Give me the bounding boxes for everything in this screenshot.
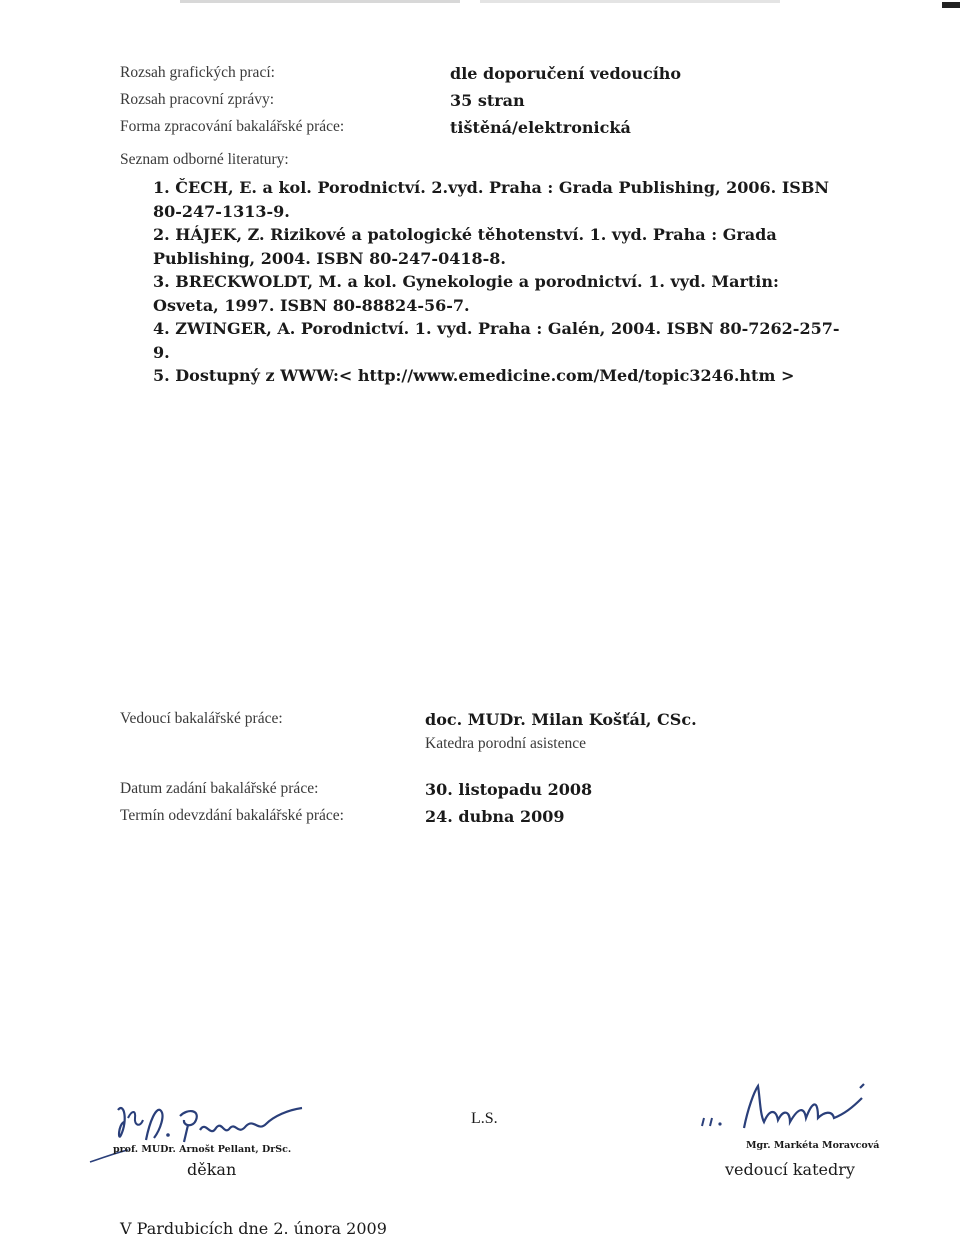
graphic-work-value: dle doporučení vedoucího bbox=[450, 64, 682, 83]
dean-role: děkan bbox=[187, 1160, 237, 1179]
reference-item: 4. ZWINGER, A. Porodnictví. 1. vyd. Praha : Galén, 2004. ISBN 80-7262-257-9. bbox=[153, 319, 840, 362]
due-date-value: 24. dubna 2009 bbox=[425, 807, 565, 826]
reference-item: 5. Dostupný z WWW:< http://www.emedicine.com/Med/topic3246.htm > bbox=[153, 366, 795, 385]
reference-item: 1. ČECH, E. a kol. Porodnictví. 2.vyd. Praha : Grada Publishing, 2006. ISBN 80-247-1313-9. bbox=[153, 178, 829, 221]
supervisor-department: Katedra porodní asistence bbox=[425, 735, 586, 752]
graphic-work-row bbox=[120, 64, 840, 90]
department-head-role: vedoucí katedry bbox=[725, 1160, 855, 1179]
thesis-form-value: tištěná/elektronická bbox=[450, 118, 631, 137]
supervisor-name: doc. MUDr. Milan Košťál, CSc. bbox=[425, 710, 697, 729]
report-length-label: Rozsah pracovní zprávy: bbox=[120, 91, 275, 108]
department-head-name: Mgr. Markéta Moravcová bbox=[746, 1140, 880, 1151]
place-date: V Pardubicích dne 2. února 2009 bbox=[120, 1219, 387, 1238]
scan-edge-right bbox=[480, 0, 780, 3]
thesis-form-row bbox=[120, 118, 840, 144]
reference-item: 2. HÁJEK, Z. Rizikové a patologické těhotenství. 1. vyd. Praha : Grada Publishing, 2004. ISBN 80-247-0418-8. bbox=[153, 225, 777, 268]
department-head-signature bbox=[694, 1078, 874, 1148]
supervisor-label: Vedoucí bakalářské práce: bbox=[120, 710, 283, 727]
reference-list bbox=[153, 176, 843, 388]
scan-edge-left bbox=[180, 0, 460, 3]
thesis-form-label: Forma zpracování bakalářské práce: bbox=[120, 118, 345, 135]
seal-mark: L.S. bbox=[471, 1110, 498, 1127]
dean-name: prof. MUDr. Arnošt Pellant, DrSc. bbox=[113, 1144, 292, 1155]
assigned-date-label: Datum zadání bakalářské práce: bbox=[120, 780, 319, 797]
due-date-label: Termín odevzdání bakalářské práce: bbox=[120, 807, 344, 824]
report-length-row bbox=[120, 91, 840, 117]
reference-item: 3. BRECKWOLDT, M. a kol. Gynekologie a porodnictví. 1. vyd. Martin: Osveta, 1997. ISBN 80-88824-56-7. bbox=[153, 272, 779, 315]
report-length-value: 35 stran bbox=[450, 91, 525, 110]
assigned-date-value: 30. listopadu 2008 bbox=[425, 780, 593, 799]
literature-heading: Seznam odborné literatury: bbox=[120, 151, 289, 168]
scan-corner-mark bbox=[942, 2, 960, 8]
graphic-work-label: Rozsah grafických prací: bbox=[120, 64, 275, 81]
